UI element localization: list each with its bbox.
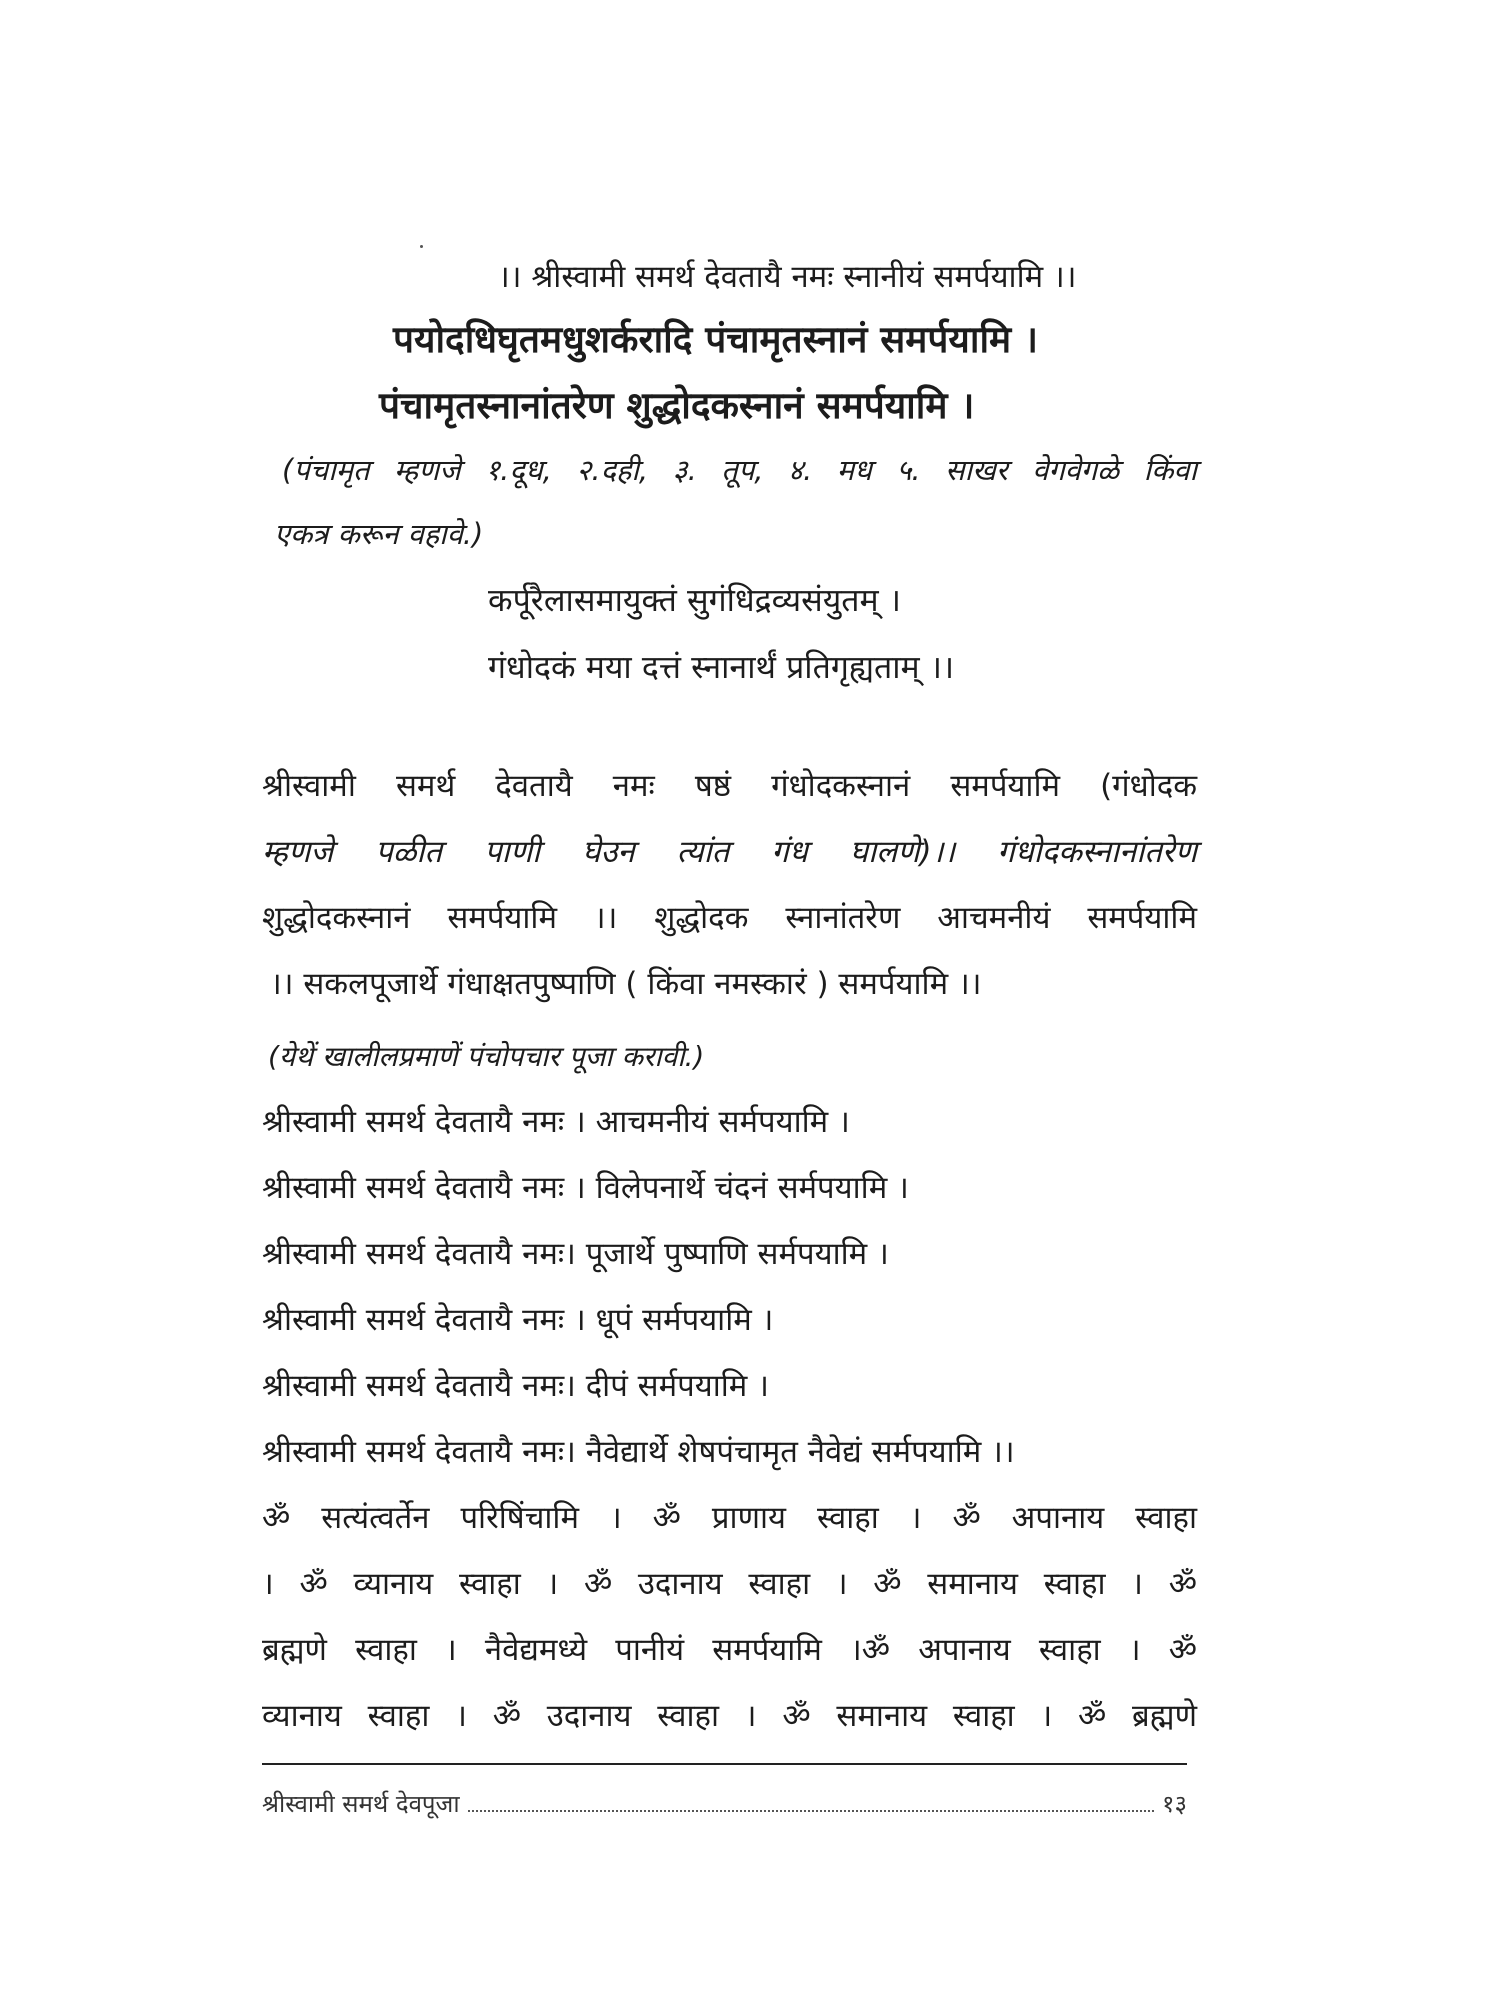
para2-line-4: व्यानाय स्वाहा । ॐ उदानाय स्वाहा । ॐ समानाय स्वाहा । ॐ ब्रह्मणे: [262, 1698, 1197, 1734]
para1-line-2: म्हणजे पळीत पाणी घेउन त्यांत गंध घालणे)।। गंधोदकस्नानांतरेण: [262, 834, 1197, 870]
upachar-line-5: श्रीस्वामी समर्थ देवतायै नमः। दीपं सर्मपयामि ।: [262, 1368, 769, 1404]
upachar-line-6: श्रीस्वामी समर्थ देवतायै नमः। नैवेद्यार्थे शेषपंचामृत नैवेद्यं सर्मपयामि ।।: [262, 1434, 1015, 1470]
bold-line-2: पंचामृतस्नानांतरेण शुद्धोदकस्नानं समर्पयामि ।: [379, 384, 975, 427]
note-panchopachar: (येथें खालीलप्रमाणें पंचोपचार पूजा करावी.): [268, 1040, 705, 1073]
upachar-line-4: श्रीस्वामी समर्थ देवतायै नमः । धूपं सर्मपयामि ।: [262, 1302, 774, 1338]
para1-line-1: श्रीस्वामी समर्थ देवतायै नमः षष्ठं गंधोदकस्नानं समर्पयामि (गंधोदक: [262, 768, 1197, 804]
upachar-line-1: श्रीस्वामी समर्थ देवतायै नमः । आचमनीयं सर्मपयामि ।: [262, 1104, 850, 1140]
para2-line-3: ब्रह्मणे स्वाहा । नैवेद्यमध्ये पानीयं समर्पयामि ।ॐ अपानाय स्वाहा । ॐ: [262, 1632, 1197, 1668]
note-line-1: (पंचामृत म्हणजे १.दूध, २.दही, ३. तूप, ४. मध ५. साखर वेगवेगळे किंवा: [282, 453, 1197, 487]
upachar-line-3: श्रीस्वामी समर्थ देवतायै नमः। पूजार्थे पुष्पाणि सर्मपयामि ।: [262, 1236, 889, 1272]
para2-line-1: ॐ सत्यंत्वर्तेन परिषिंचामि । ॐ प्राणाय स्वाहा । ॐ अपानाय स्वाहा: [262, 1500, 1197, 1536]
bold-line-1: पयोदधिघृतमधुशर्करादि पंचामृतस्नानं समर्पयामि ।: [393, 318, 1039, 361]
para2-line-2: । ॐ व्यानाय स्वाहा । ॐ उदानाय स्वाहा । ॐ समानाय स्वाहा । ॐ: [262, 1566, 1197, 1602]
verse-line-1: कर्पूरैलासमायुक्तं सुगंधिद्रव्यसंयुतम् ।: [488, 581, 901, 619]
header-line: ।। श्रीस्वामी समर्थ देवतायै नमः स्नानीयं समर्पयामि ।।: [498, 259, 1077, 295]
page-footer: [262, 1787, 1187, 1820]
scan-speck: [420, 245, 423, 248]
note-line-2: एकत्र करून वहावे.): [274, 517, 484, 551]
footer-dot-leader: [468, 1792, 1154, 1812]
page-number: १३: [1162, 1790, 1187, 1818]
footer-rule: [262, 1763, 1187, 1765]
upachar-line-2: श्रीस्वामी समर्थ देवतायै नमः । विलेपनार्थे चंदनं सर्मपयामि ।: [262, 1170, 909, 1206]
verse-line-2: गंधोदकं मया दत्तं स्नानार्थं प्रतिगृह्यताम् ।।: [488, 648, 955, 686]
para1-line-3: शुद्धोदकस्नानं समर्पयामि ।। शुद्धोदक स्नानांतरेण आचमनीयं समर्पयामि: [262, 900, 1197, 936]
footer-title: श्रीस्वामी समर्थ देवपूजा: [262, 1790, 460, 1818]
para1-line-4: ।। सकलपूजार्थे गंधाक्षतपुष्पाणि ( किंवा नमस्कारं ) समर्पयामि ।।: [270, 966, 982, 1002]
